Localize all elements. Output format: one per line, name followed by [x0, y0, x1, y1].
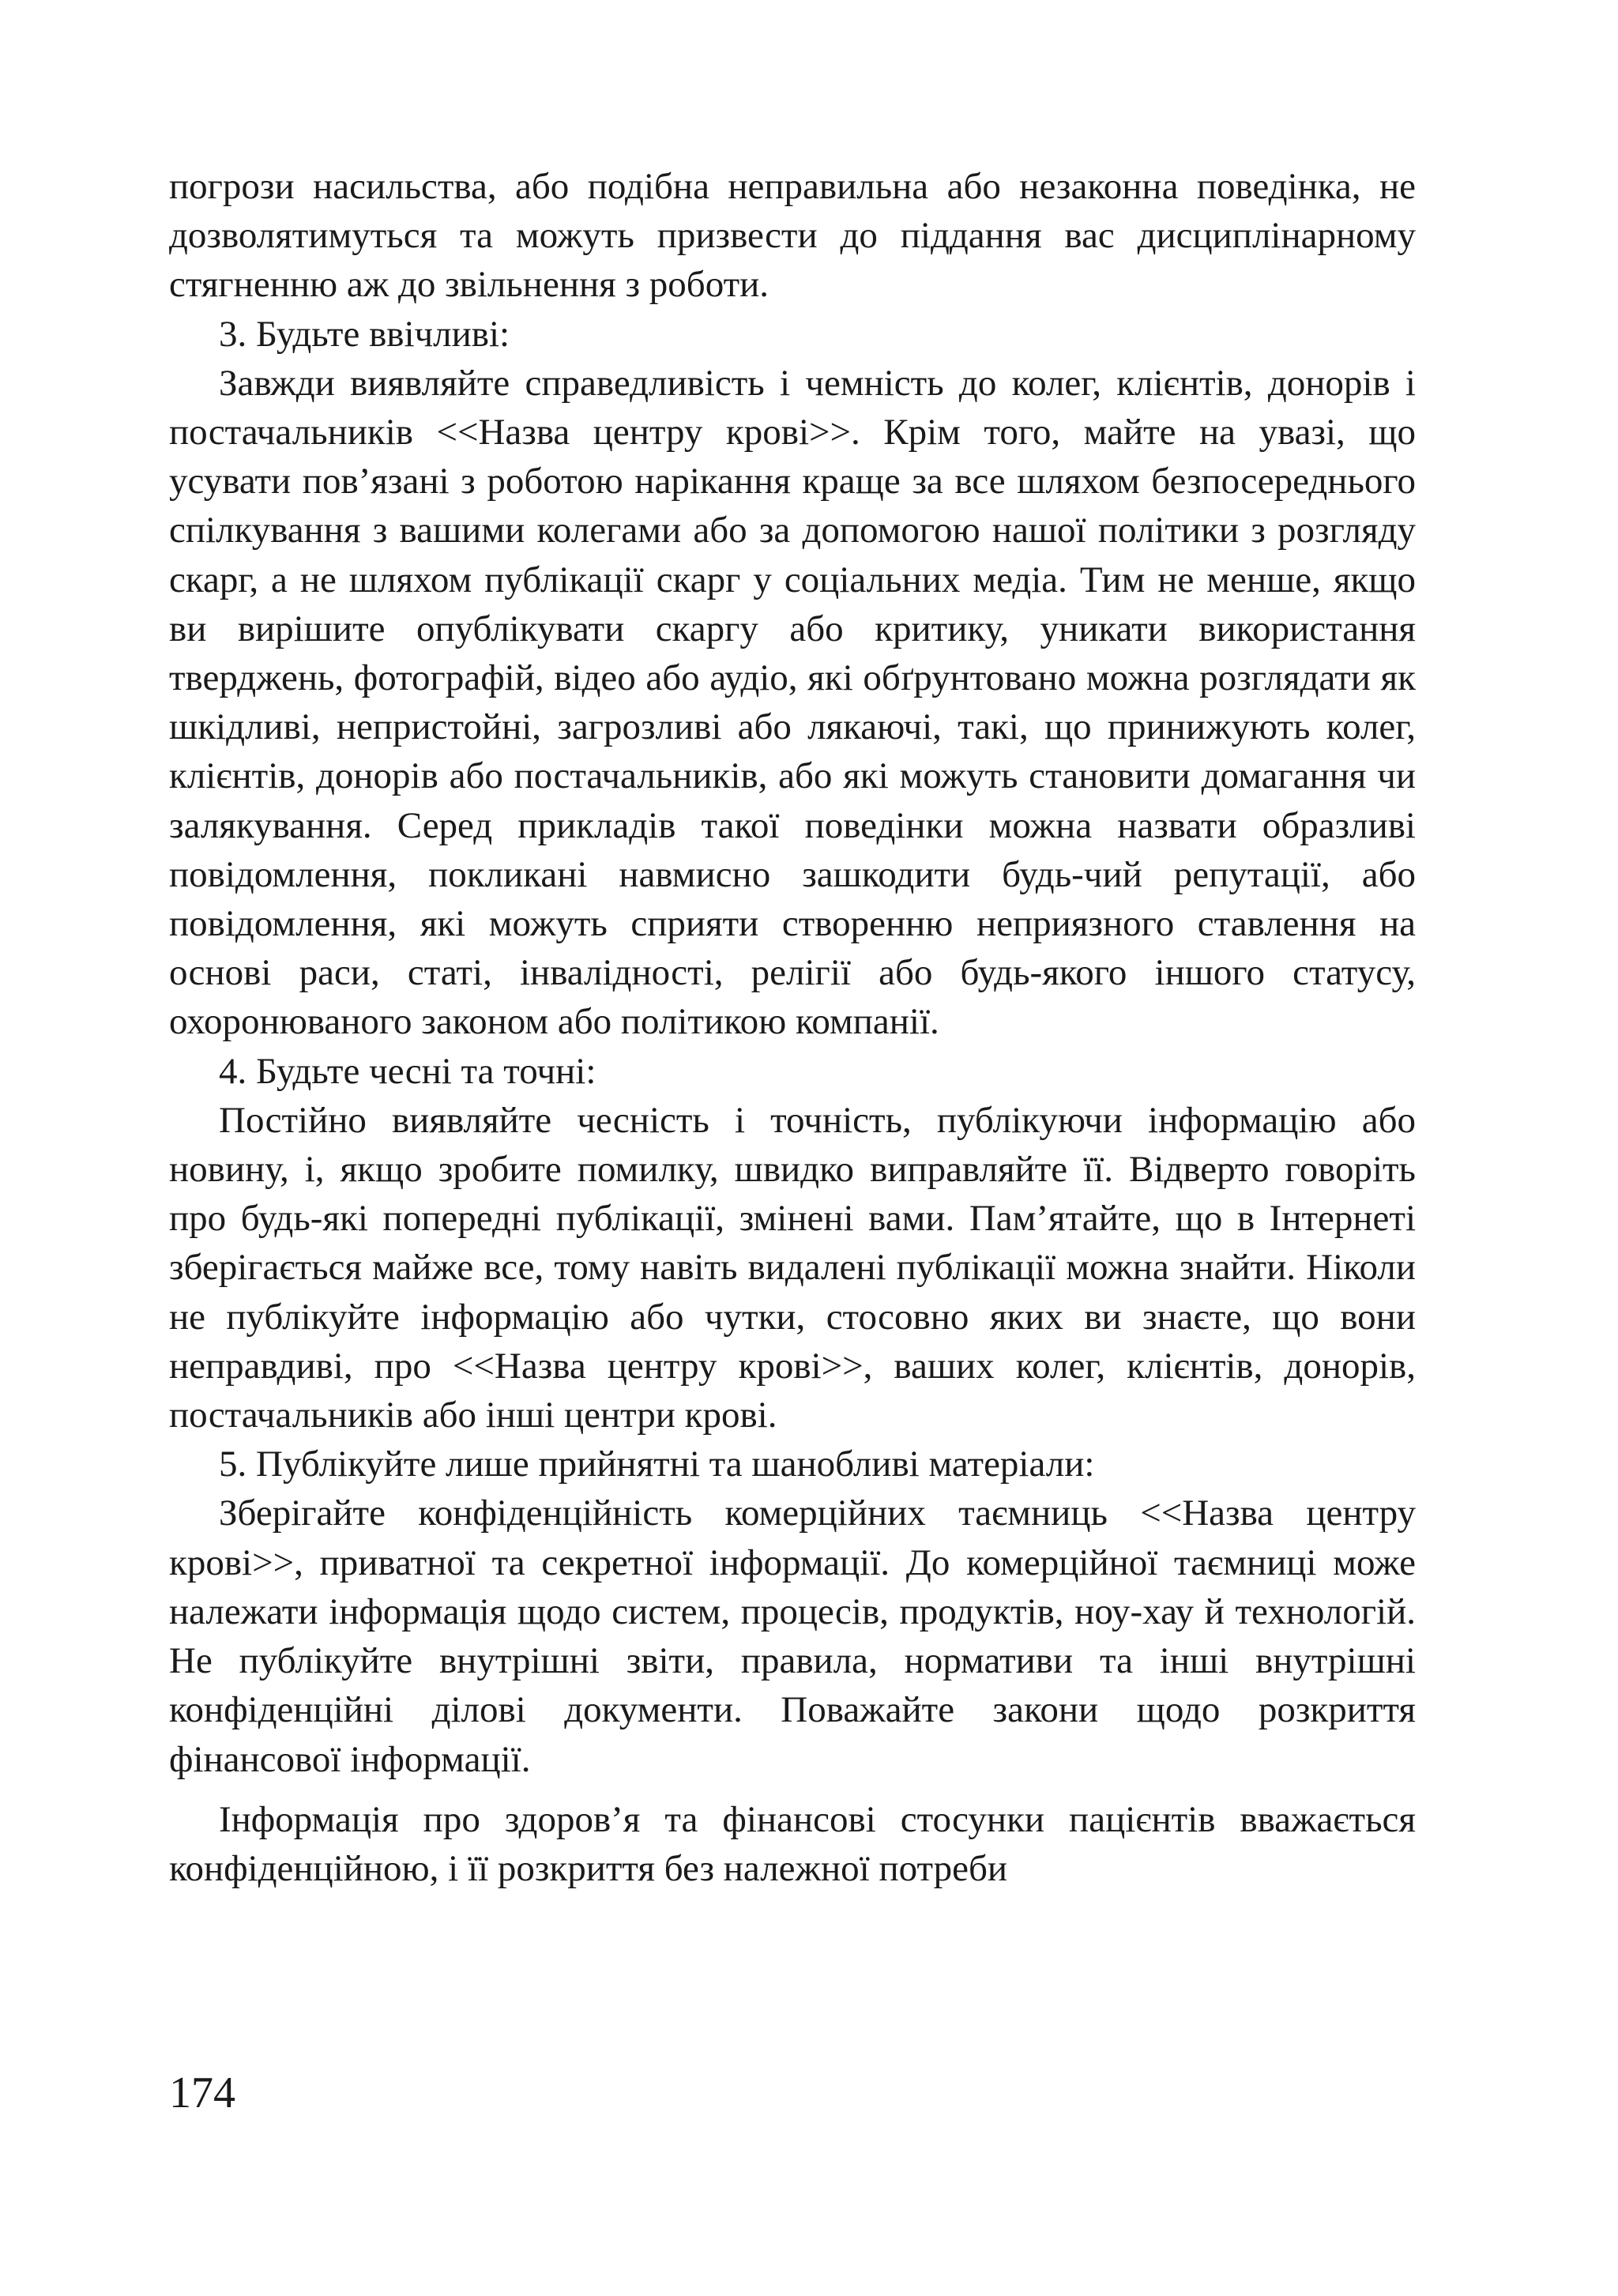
body-text — [169, 162, 1416, 1893]
section-heading-4: 4. Будьте чесні та точні: — [219, 1050, 596, 1092]
section-heading-5: 5. Публікуйте лише прийнятні та шанобливі матеріали: — [219, 1443, 1095, 1485]
paragraph-be-polite: Завжди виявляйте справедливість і чемність до колег, клієнтів, донорів і постачальників <<Назва центру крові>>. Крім того, майте на увазі, що усувати пов’язані з роботою нарікання краще за все шляхом безпосереднього спілкування з вашими колегами або за допомогою нашої політики з розгляду скарг, а не шляхом публікації скарг у соціальних медіа. Тим не менше, якщо ви вирішите опублікувати скаргу або критику, уникати використання тверджень, фотографій, відео або аудіо, які обґрунтовано можна розглядати як шкідливі, непристойні, загрозливі або лякаючі, такі, що принижують колег, клієнтів, донорів або постачальників, або які можуть становити домагання чи залякування. Серед прикладів такої поведінки можна назвати образливі повідомлення, покликані навмисно зашкодити будь-чий репутації, або повідомлення, які можуть сприяти створенню неприязного ставлення на основі раси, статі, інвалідності, релігії або будь-якого іншого статусу, охоронюваного законом або політикою компанії. — [169, 362, 1416, 1043]
paragraph-be-honest: Постійно виявляйте чесність і точність, публікуючи інформацію або новину, і, якщо зробите помилку, швидко виправляйте її. Відверто говоріть про будь-які попередні публікації, змінені вами. Пам’ятайте, що в Інтернеті зберігається майже все, тому навіть видалені публікації можна знайти. Ніколи не публікуйте інформацію або чутки, стосовно яких ви знаєте, що вони неправдиві, про <<Назва центру крові>>, ваших колег, клієнтів, донорів, постачальників або інші центри крові. — [169, 1099, 1416, 1436]
paragraph-confidentiality: Зберігайте конфіденційність комерційних таємниць <<Назва центру крові>>, приватної та секретної інформації. До комерційної таємниці може належати інформація щодо систем, процесів, продуктів, ноу-хау й технологій. Не публікуйте внутрішні звіти, правила, нормативи та інші внутрішні конфіденційні ділові документи. Поважайте закони щодо розкриття фінансової інформації. — [169, 1492, 1416, 1780]
section-heading-3: 3. Будьте ввічливі: — [219, 313, 510, 355]
paragraph-continuation: погрози насильства, або подібна неправильна або незаконна поведінка, не дозволятимуться та можуть призвести до піддання вас дисциплінарному стягненню аж до звільнення з роботи. — [169, 166, 1416, 306]
paragraph-health-info: Інформація про здоров’я та фінансові стосунки пацієнтів вважається конфіденційною, і її розкриття без належної потреби — [169, 1798, 1416, 1889]
page-number: 174 — [169, 2068, 235, 2117]
